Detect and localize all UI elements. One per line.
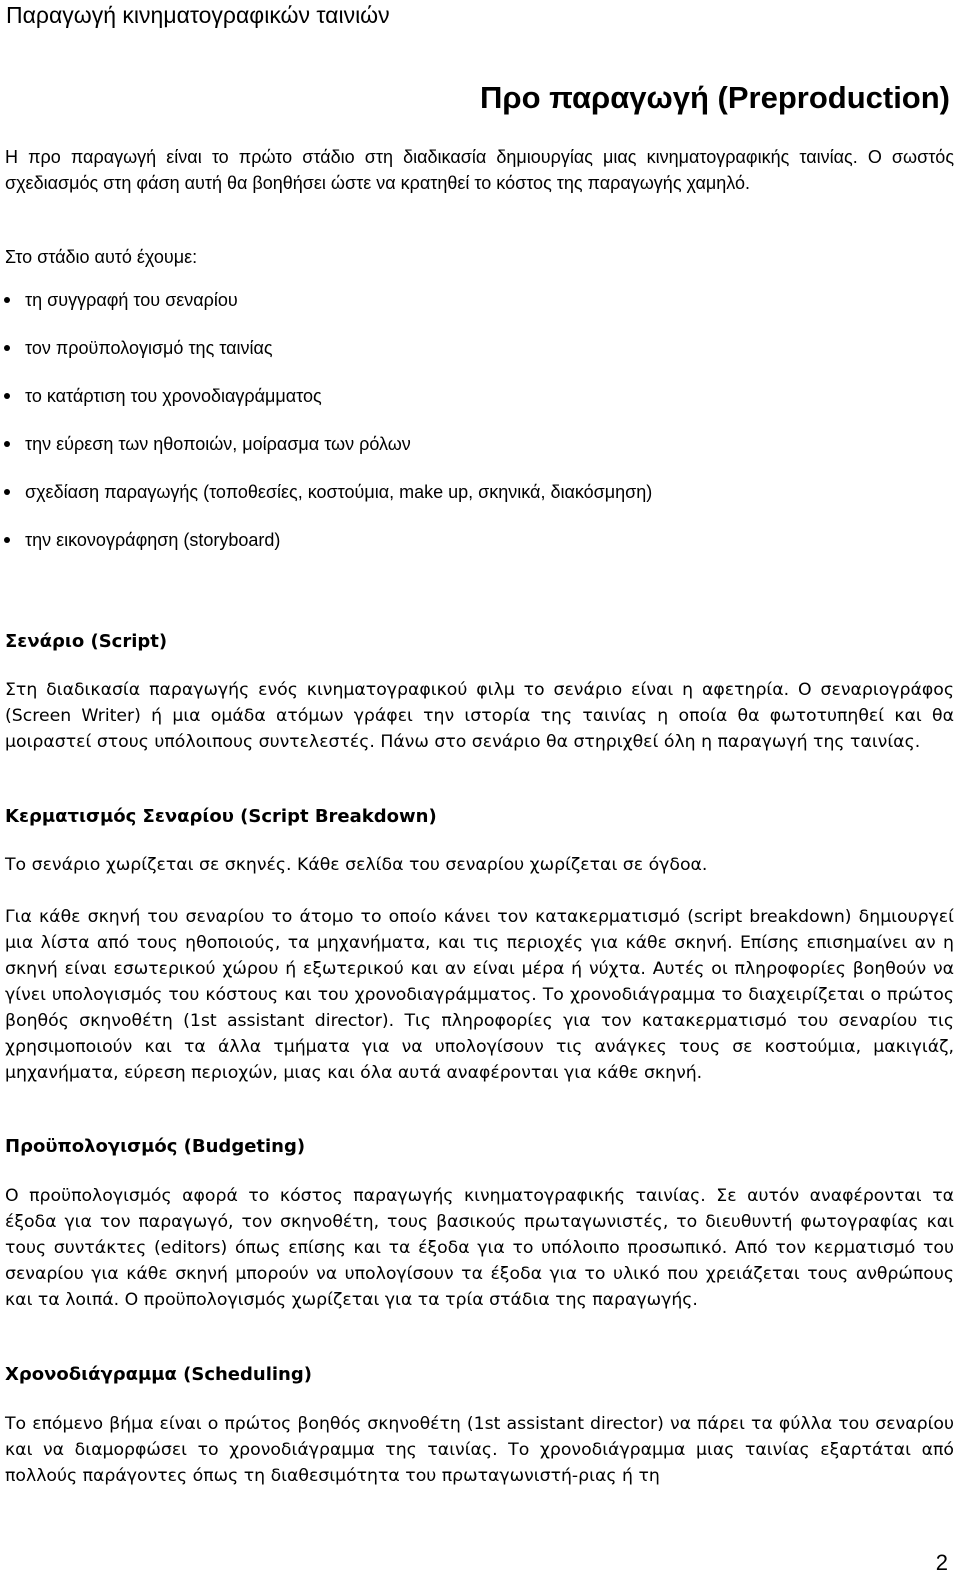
list-item <box>0 480 652 528</box>
breakdown-paragraph-2: Για κάθε σκηνή του σεναρίου το άτομο το οποίο κάνει τον κατακερματισμό (script breakdown) δημιουργεί μια λίστα από τους ηθοποιούς, τα μηχανήματα, και τις περιοχές για κάθε σκηνή. Επίσης επισημαίνει αν η σκηνή είναι εσωτερικού χώρου ή εξωτερικού και αν είναι μέρα ή νύχτα. Αυτές οι πληροφορίες βοηθούν να γίνει υπολογισμός του κόστους και του χρονοδιαγράμματος. Το χρονοδιάγραμμα το διαχειρίζεται ο πρώτος βοηθός σκηνοθέτη (1st assistant director). Τις πληροφορίες για τον κατακερματισμό του σεναρίου τις χρησιμοποιούν και τα άλλα τμήματα για να υπολογίσουν τις ανάγκες τους σε κοστούμια, μακιγιάζ, μηχανήματα, εύρεση περιοχών, μιας και όλα αυτά αναφέρονται για κάθε σκηνή. <box>5 907 954 1083</box>
scheduling-heading: Χρονοδιάγραμμα (Scheduling) <box>5 1364 312 1385</box>
list-item-text: την εικονογράφηση (storyboard) <box>25 530 281 550</box>
script-heading: Σενάριο (Script) <box>5 631 168 652</box>
list-item <box>0 336 652 384</box>
list-item <box>0 432 652 480</box>
breakdown-paragraph-1: Το σενάριο χωρίζεται σε σκηνές. Κάθε σελίδα του σεναρίου χωρίζεται σε όγδοα. <box>5 855 708 875</box>
scheduling-paragraph: Το επόμενο βήμα είναι ο πρώτος βοηθός σκηνοθέτη (1st assistant director) να πάρει τα φύλλα του σεναρίου και να διαμορφώσει το χρονοδιάγραμμα της ταινίας. Το χρονοδιάγραμμα μιας ταινίας εξαρτάται από πολλούς παράγοντες όπως τη διαθεσιμότητα του πρωταγωνιστή-ριας ή τη <box>5 1414 954 1486</box>
intro-paragraph: Η προ παραγωγή είναι το πρώτο στάδιο στη διαδικασία δημιουργίας μιας κινηματογραφικής ταινίας. Ο σωστός σχεδιασμός στη φάση αυτή θα βοηθήσει ώστε να κρατηθεί το κόστος της παραγωγής χαμηλό. <box>5 147 954 193</box>
page-number: 2 <box>935 1550 948 1575</box>
list-intro: Στο στάδιο αυτό έχουμε: <box>5 247 198 267</box>
list-item-text: τον προϋπολογισμό της ταινίας <box>25 338 273 358</box>
list-item <box>0 528 652 576</box>
bullet-icon <box>4 393 10 399</box>
document-header: Παραγωγή κινηματογραφικών ταινιών <box>6 2 390 28</box>
bullet-icon <box>4 441 10 447</box>
budgeting-paragraph: Ο προϋπολογισμός αφορά το κόστος παραγωγής κινηματογραφικής ταινίας. Σε αυτόν αναφέρονται τα έξοδα για τον παραγωγό, τον σκηνοθέτη, τους βασικούς πρωταγωνιστές, το διευθυντή φωτογραφίας και τους συντάκτες (editors) όπως επίσης και τα έξοδα για το υπόλοιπο προσωπικό. Από τον κερματισμό του σεναρίου για κάθε σκηνή μπορούν να υπολογίσουν τα έξοδα για το υλικό που χρειάζεται τους ανθρώπους και τα λοιπά. Ο προϋπολογισμός χωρίζεται για τα τρία στάδια της παραγωγής. <box>5 1186 954 1310</box>
bullet-icon <box>4 297 10 303</box>
preproduction-list <box>0 288 652 576</box>
bullet-icon <box>4 489 10 495</box>
budgeting-heading: Προϋπολογισμός (Budgeting) <box>5 1136 306 1157</box>
list-item-text: τη συγγραφή του σεναρίου <box>25 290 238 310</box>
bullet-icon <box>4 345 10 351</box>
list-item <box>0 384 652 432</box>
list-item-text: την εύρεση των ηθοποιών, μοίρασμα των ρόλων <box>25 434 411 454</box>
page-title: Προ παραγωγή (Preproduction) <box>480 80 950 115</box>
bullet-icon <box>4 537 10 543</box>
list-item-text: σχεδίαση παραγωγής (τοποθεσίες, κοστούμια, make up, σκηνικά, διακόσμηση) <box>25 482 653 502</box>
script-paragraph: Στη διαδικασία παραγωγής ενός κινηματογραφικού φιλμ το σενάριο είναι η αφετηρία. Ο σεναριογράφος (Screen Writer) ή μια ομάδα ατόμων γράφει την ιστορία της ταινίας η οποία θα φωτοτυπηθεί και θα μοιραστεί στους υπόλοιπους συντελεστές. Πάνω στο σενάριο θα στηριχθεί όλη η παραγωγή της ταινίας. <box>5 680 954 752</box>
list-item <box>0 288 652 336</box>
breakdown-heading: Κερματισμός Σεναρίου (Script Breakdown) <box>5 806 437 827</box>
list-item-text: το κατάρτιση του χρονοδιαγράμματος <box>25 386 322 406</box>
